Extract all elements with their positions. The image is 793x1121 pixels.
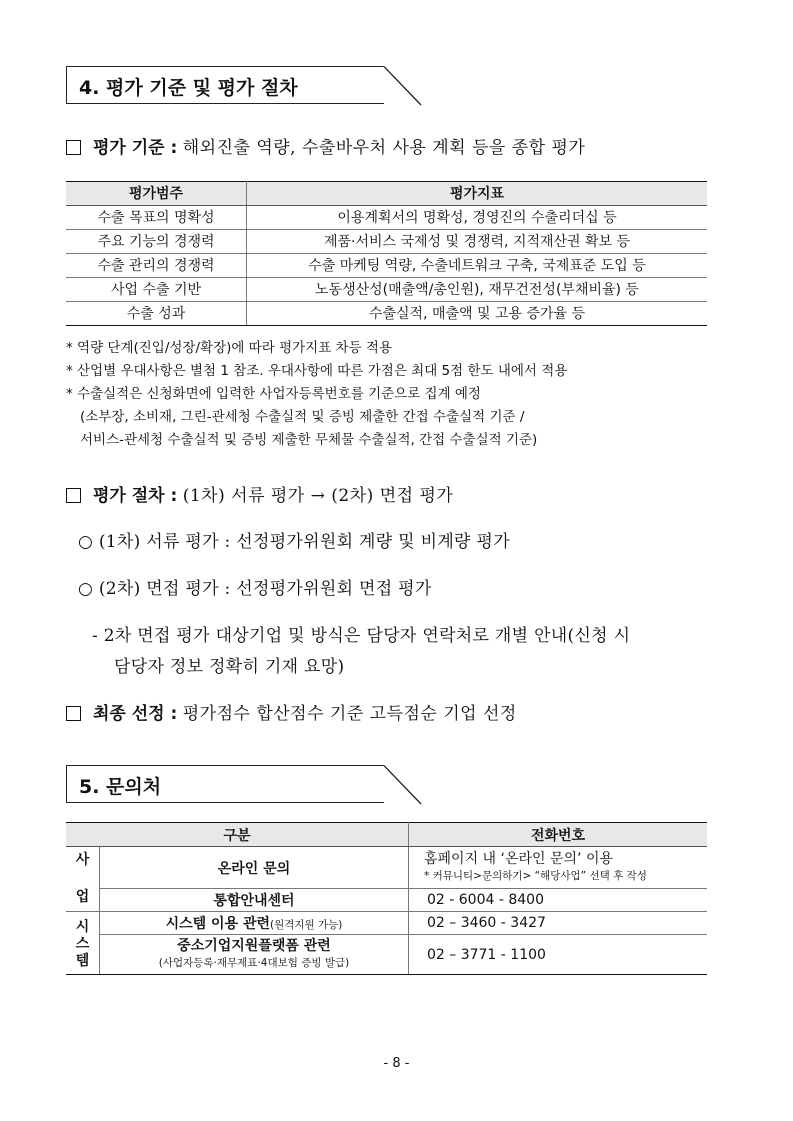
platform-note: (사업자등록·재무제표·4대보험 증빙 발급) — [158, 956, 350, 969]
procedure-text: (1차) 서류 평가 → (2차) 면접 평가 — [182, 486, 454, 506]
table-header: 전화번호 — [409, 823, 708, 847]
criteria-text: 해외진출 역량, 수출바우처 사용 계획 등을 종합 평가 — [182, 138, 586, 158]
table-row — [66, 302, 707, 326]
evaluation-table — [66, 181, 707, 326]
table-cell: 이용계획서의 명확성, 경영진의 수출리더십 등 — [247, 206, 708, 230]
note: * 역량 단계(진입/성장/확장)에 따라 평가지표 차등 적용 — [66, 340, 392, 356]
contact-name: 통합안내센터 — [100, 889, 409, 912]
note: 서비스-관세청 수출실적 및 증빙 제출한 무체물 수출실적, 간접 수출실적 기준) — [80, 432, 538, 448]
table-row — [66, 935, 707, 975]
contact-name — [100, 935, 409, 975]
checkbox-square-icon — [66, 140, 81, 155]
criteria-line — [66, 133, 585, 158]
category-char: 업 — [75, 889, 90, 905]
table-header: 구분 — [66, 823, 409, 847]
checkbox-square-icon — [66, 488, 81, 503]
table-row — [66, 912, 707, 935]
table-cell: 주요 기능의 경쟁력 — [66, 230, 247, 254]
section-title: 4. 평가 기준 및 평가 절차 — [79, 77, 298, 99]
notes-list — [66, 337, 567, 452]
note: (소부장, 소비재, 그린-관세청 수출실적 및 증빙 제출한 간접 수출실적 기준 / — [80, 409, 525, 425]
table-row — [66, 278, 707, 302]
table-row — [66, 254, 707, 278]
procedure-detail: 담당자 정보 정확히 기재 요망) — [114, 657, 345, 677]
table-cell: 수출실적, 매출액 및 고용 증가율 등 — [247, 302, 708, 326]
table-row — [66, 230, 707, 254]
table-cell: 제품·서비스 국제성 및 경쟁력, 지적재산권 확보 등 — [247, 230, 708, 254]
procedure-label: 평가 절차 : — [93, 486, 178, 506]
procedure-item: ○ (2차) 면접 평가 : 선정평가위원회 면접 평가 — [78, 579, 432, 599]
table-header: 평가지표 — [247, 182, 708, 206]
category-char: 사 — [75, 852, 90, 868]
procedure-item: ○ (1차) 서류 평가 : 선정평가위원회 계량 및 비계량 평가 — [78, 532, 510, 552]
platform-label: 중소기업지원플랫폼 관련 — [177, 937, 331, 954]
note: * 수출실적은 신청화면에 입력한 사업자등록번호를 기준으로 집계 예정 — [66, 386, 481, 402]
section-title: 5. 문의처 — [79, 776, 162, 798]
table-cell: 노동생산성(매출액/총인원), 재무건전성(부채비율) 등 — [247, 278, 708, 302]
note: * 산업별 우대사항은 별첨 1 참조. 우대사항에 따른 가점은 최대 5점 한도 내에서 적용 — [66, 363, 568, 379]
final-line — [66, 699, 517, 724]
system-usage-note: (원격지원 가능) — [270, 919, 343, 931]
table-row — [66, 206, 707, 230]
table-header: 평가범주 — [66, 182, 247, 206]
table-row — [66, 847, 707, 889]
final-label: 최종 선정 : — [93, 704, 178, 724]
contact-table — [66, 822, 707, 975]
table-row — [66, 889, 707, 912]
category-char: 템 — [75, 952, 90, 969]
table-cell: 수출 관리의 경쟁력 — [66, 254, 247, 278]
criteria-label: 평가 기준 : — [93, 138, 178, 158]
page-number: - 8 - — [383, 1056, 410, 1071]
procedure-detail: - 2차 면접 평가 대상기업 및 방식은 담당자 연락처로 개별 안내(신청 시 — [92, 626, 631, 646]
table-cell: 수출 마케팅 역량, 수출네트워크 구축, 국제표준 도입 등 — [247, 254, 708, 278]
category-system — [66, 912, 100, 975]
procedure-line — [66, 481, 453, 506]
category-char: 스 — [75, 935, 90, 952]
table-cell: 수출 목표의 명확성 — [66, 206, 247, 230]
online-inquiry-note: * 커뮤니티>문의하기> “해당사업” 선택 후 작성 — [424, 869, 647, 882]
contact-name — [100, 912, 409, 935]
online-inquiry-text: 홈페이지 내 ‘온라인 문의’ 이용 — [424, 850, 613, 867]
category-char: 시 — [75, 918, 90, 935]
contact-value — [409, 847, 708, 889]
final-text: 평가점수 합산점수 기준 고득점순 기업 선정 — [182, 704, 517, 724]
phone-number: 02 – 3460 - 3427 — [409, 912, 708, 935]
table-cell: 수출 성과 — [66, 302, 247, 326]
phone-number: 02 - 6004 - 8400 — [409, 889, 708, 912]
table-cell: 사업 수출 기반 — [66, 278, 247, 302]
category-business — [66, 847, 100, 912]
checkbox-square-icon — [66, 706, 81, 721]
phone-number: 02 – 3771 - 1100 — [409, 935, 708, 975]
system-usage-label: 시스템 이용 관련 — [165, 916, 271, 932]
contact-name: 온라인 문의 — [100, 847, 409, 889]
